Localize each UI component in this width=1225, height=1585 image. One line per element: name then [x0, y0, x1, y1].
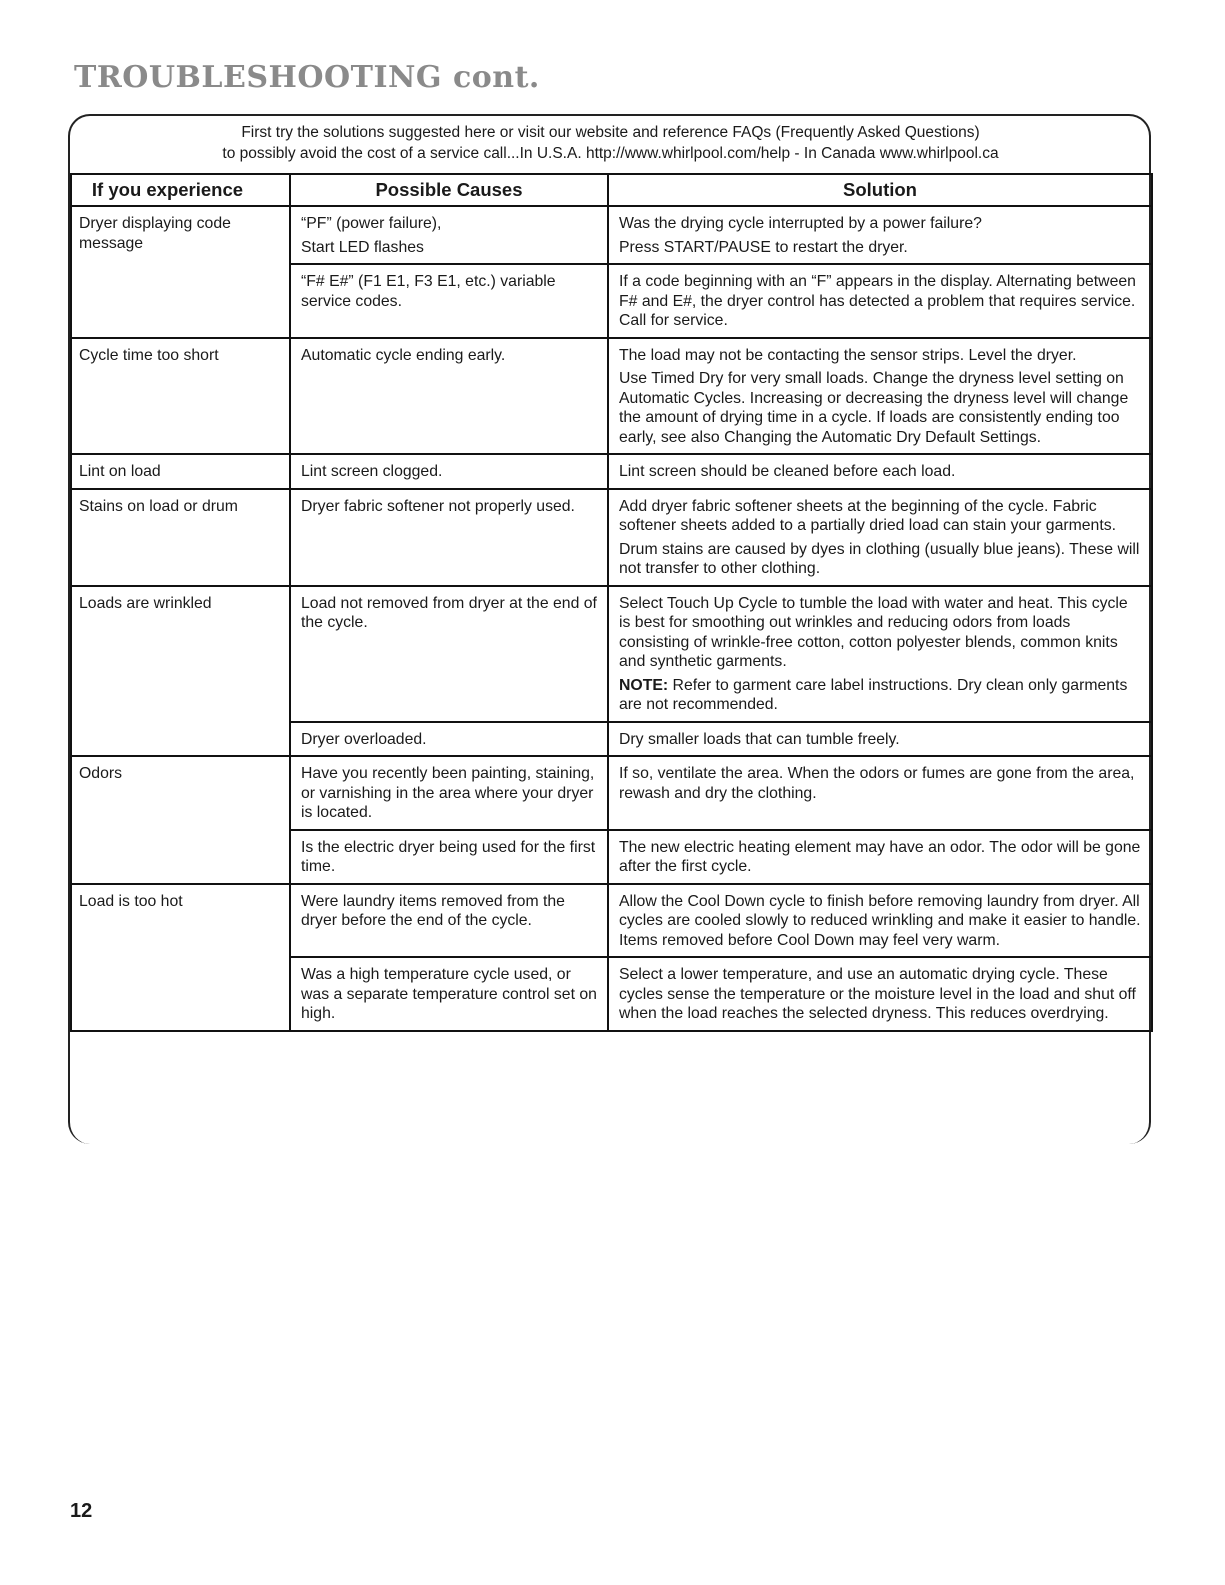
solution-text: Press START/PAUSE to restart the dryer. — [619, 238, 908, 256]
cause-text: “F# E#” (F1 E1, F3 E1, etc.) variable service codes. — [301, 273, 556, 310]
cause-text: Dryer fabric softener not properly used. — [301, 497, 575, 515]
table-row — [71, 586, 1152, 722]
table-row — [71, 489, 1152, 586]
causes-cell — [290, 586, 608, 722]
causes-cell — [290, 338, 608, 455]
problem-cell: Loads are wrinkled — [71, 586, 290, 757]
cause-text: Have you recently been painting, staining, or varnishing in the area where your dryer is located. — [301, 765, 595, 821]
causes-cell — [290, 884, 608, 958]
cause-text: “PF” (power failure), — [301, 215, 442, 232]
problem-cell: Stains on load or drum — [71, 489, 290, 586]
causes-cell — [290, 830, 608, 884]
solution-text: The load may not be contacting the sensor strips. Level the dryer. — [619, 346, 1077, 364]
solution-cell — [608, 830, 1152, 884]
problem-cell: Lint on load — [71, 454, 290, 489]
table-header-row — [71, 174, 1152, 206]
cause-text: Is the electric dryer being used for the first time. — [301, 838, 596, 875]
solution-text: Select a lower temperature, and use an automatic drying cycle. These cycles sense the temperature or the moisture level in the load and shut off when the load reaches the selected dryness. This reduces overdrying. — [619, 966, 1136, 1022]
causes-cell — [290, 264, 608, 338]
solution-cell — [608, 957, 1152, 1031]
page-number: 12 — [70, 1500, 93, 1522]
solution-text: Was the drying cycle interrupted by a power failure? — [619, 215, 982, 232]
solution-cell — [608, 884, 1152, 958]
header-solution: Solution — [608, 174, 1152, 206]
table-body — [71, 206, 1152, 1031]
table-row — [71, 756, 1152, 830]
cause-text: Automatic cycle ending early. — [301, 346, 506, 364]
causes-cell — [290, 722, 608, 757]
solution-cell — [608, 489, 1152, 586]
solution-cell — [608, 586, 1152, 722]
solution-cell — [608, 722, 1152, 757]
intro-line: First try the solutions suggested here or visit our website and reference FAQs (Frequently Asked Questions) — [241, 124, 980, 141]
cause-text: Was a high temperature cycle used, or was a separate temperature control set on high. — [301, 966, 597, 1022]
header-if-you-experience: If you experience — [71, 174, 290, 206]
solution-text: Select Touch Up Cycle to tumble the load with water and heat. This cycle is best for smoothing out wrinkles and reducing odors from loads consisting of wrinkle-free cotton, cotton polyester blends, common knits and synthetic garments. — [619, 594, 1128, 670]
table-row — [71, 884, 1152, 958]
solution-cell — [608, 756, 1152, 830]
note-text: Refer to garment care label instructions. Dry clean only garments are not recommended. — [619, 676, 1128, 713]
table-row — [71, 206, 1152, 264]
solution-text: Lint screen should be cleaned before each load. — [619, 463, 956, 480]
solution-text: Dry smaller loads that can tumble freely. — [619, 730, 900, 748]
cause-text: Were laundry items removed from the dryer before the end of the cycle. — [301, 892, 565, 929]
note-label: NOTE: — [619, 676, 669, 694]
causes-cell — [290, 454, 608, 489]
cause-text: Dryer overloaded. — [301, 730, 427, 748]
solution-note — [619, 676, 1143, 715]
problem-cell: Odors — [71, 756, 290, 884]
table-row — [71, 454, 1152, 489]
table-row — [71, 338, 1152, 455]
troubleshooting-table — [70, 173, 1153, 1032]
cause-text: Start LED flashes — [301, 238, 424, 256]
solution-text: If so, ventilate the area. When the odors or fumes are gone from the area, rewash and dry the clothing. — [619, 765, 1135, 802]
causes-cell — [290, 756, 608, 830]
solution-cell — [608, 264, 1152, 338]
causes-cell — [290, 957, 608, 1031]
cause-text: Lint screen clogged. — [301, 463, 443, 480]
solution-cell — [608, 338, 1152, 455]
problem-cell: Cycle time too short — [71, 338, 290, 455]
solution-text: Use Timed Dry for very small loads. Change the dryness level setting on Automatic Cycles. Increasing or decreasing the dryness level will change the amount of drying time in a cycle. If loads are consistently ending too early, see also Changing the Automatic Dry Default Settings. — [619, 370, 1129, 446]
solution-cell — [608, 206, 1152, 264]
solution-text: If a code beginning with an “F” appears in the display. Alternating between F# and E#, the dryer control has detected a problem that requires service. Call for service. — [619, 273, 1136, 329]
solution-text: Allow the Cool Down cycle to finish before removing laundry from dryer. All cycles are cooled slowly to reduced wrinkling and make it easier to handle. Items removed before Cool Down may feel very warm. — [619, 892, 1141, 949]
page-title: TROUBLESHOOTING cont. — [74, 60, 540, 95]
solution-text: Add dryer fabric softener sheets at the beginning of the cycle. Fabric softener sheets added to a partially dried load can stain your garments. — [619, 497, 1117, 534]
causes-cell — [290, 489, 608, 586]
header-possible-causes: Possible Causes — [290, 174, 608, 206]
problem-cell: Load is too hot — [71, 884, 290, 1031]
intro-line: to possibly avoid the cost of a service call...In U.S.A. http://www.whirlpool.com/help - In Canada www.whirlpool.ca — [222, 145, 999, 162]
solution-cell — [608, 454, 1152, 489]
cause-text: Load not removed from dryer at the end of the cycle. — [301, 594, 597, 631]
causes-cell — [290, 206, 608, 264]
solution-text: Drum stains are caused by dyes in clothing (usually blue jeans). These will not transfer to other clothing. — [619, 540, 1140, 577]
problem-cell: Dryer displaying code message — [71, 206, 290, 338]
intro-note — [70, 122, 1151, 164]
solution-text: The new electric heating element may have an odor. The odor will be gone after the first cycle. — [619, 838, 1141, 875]
